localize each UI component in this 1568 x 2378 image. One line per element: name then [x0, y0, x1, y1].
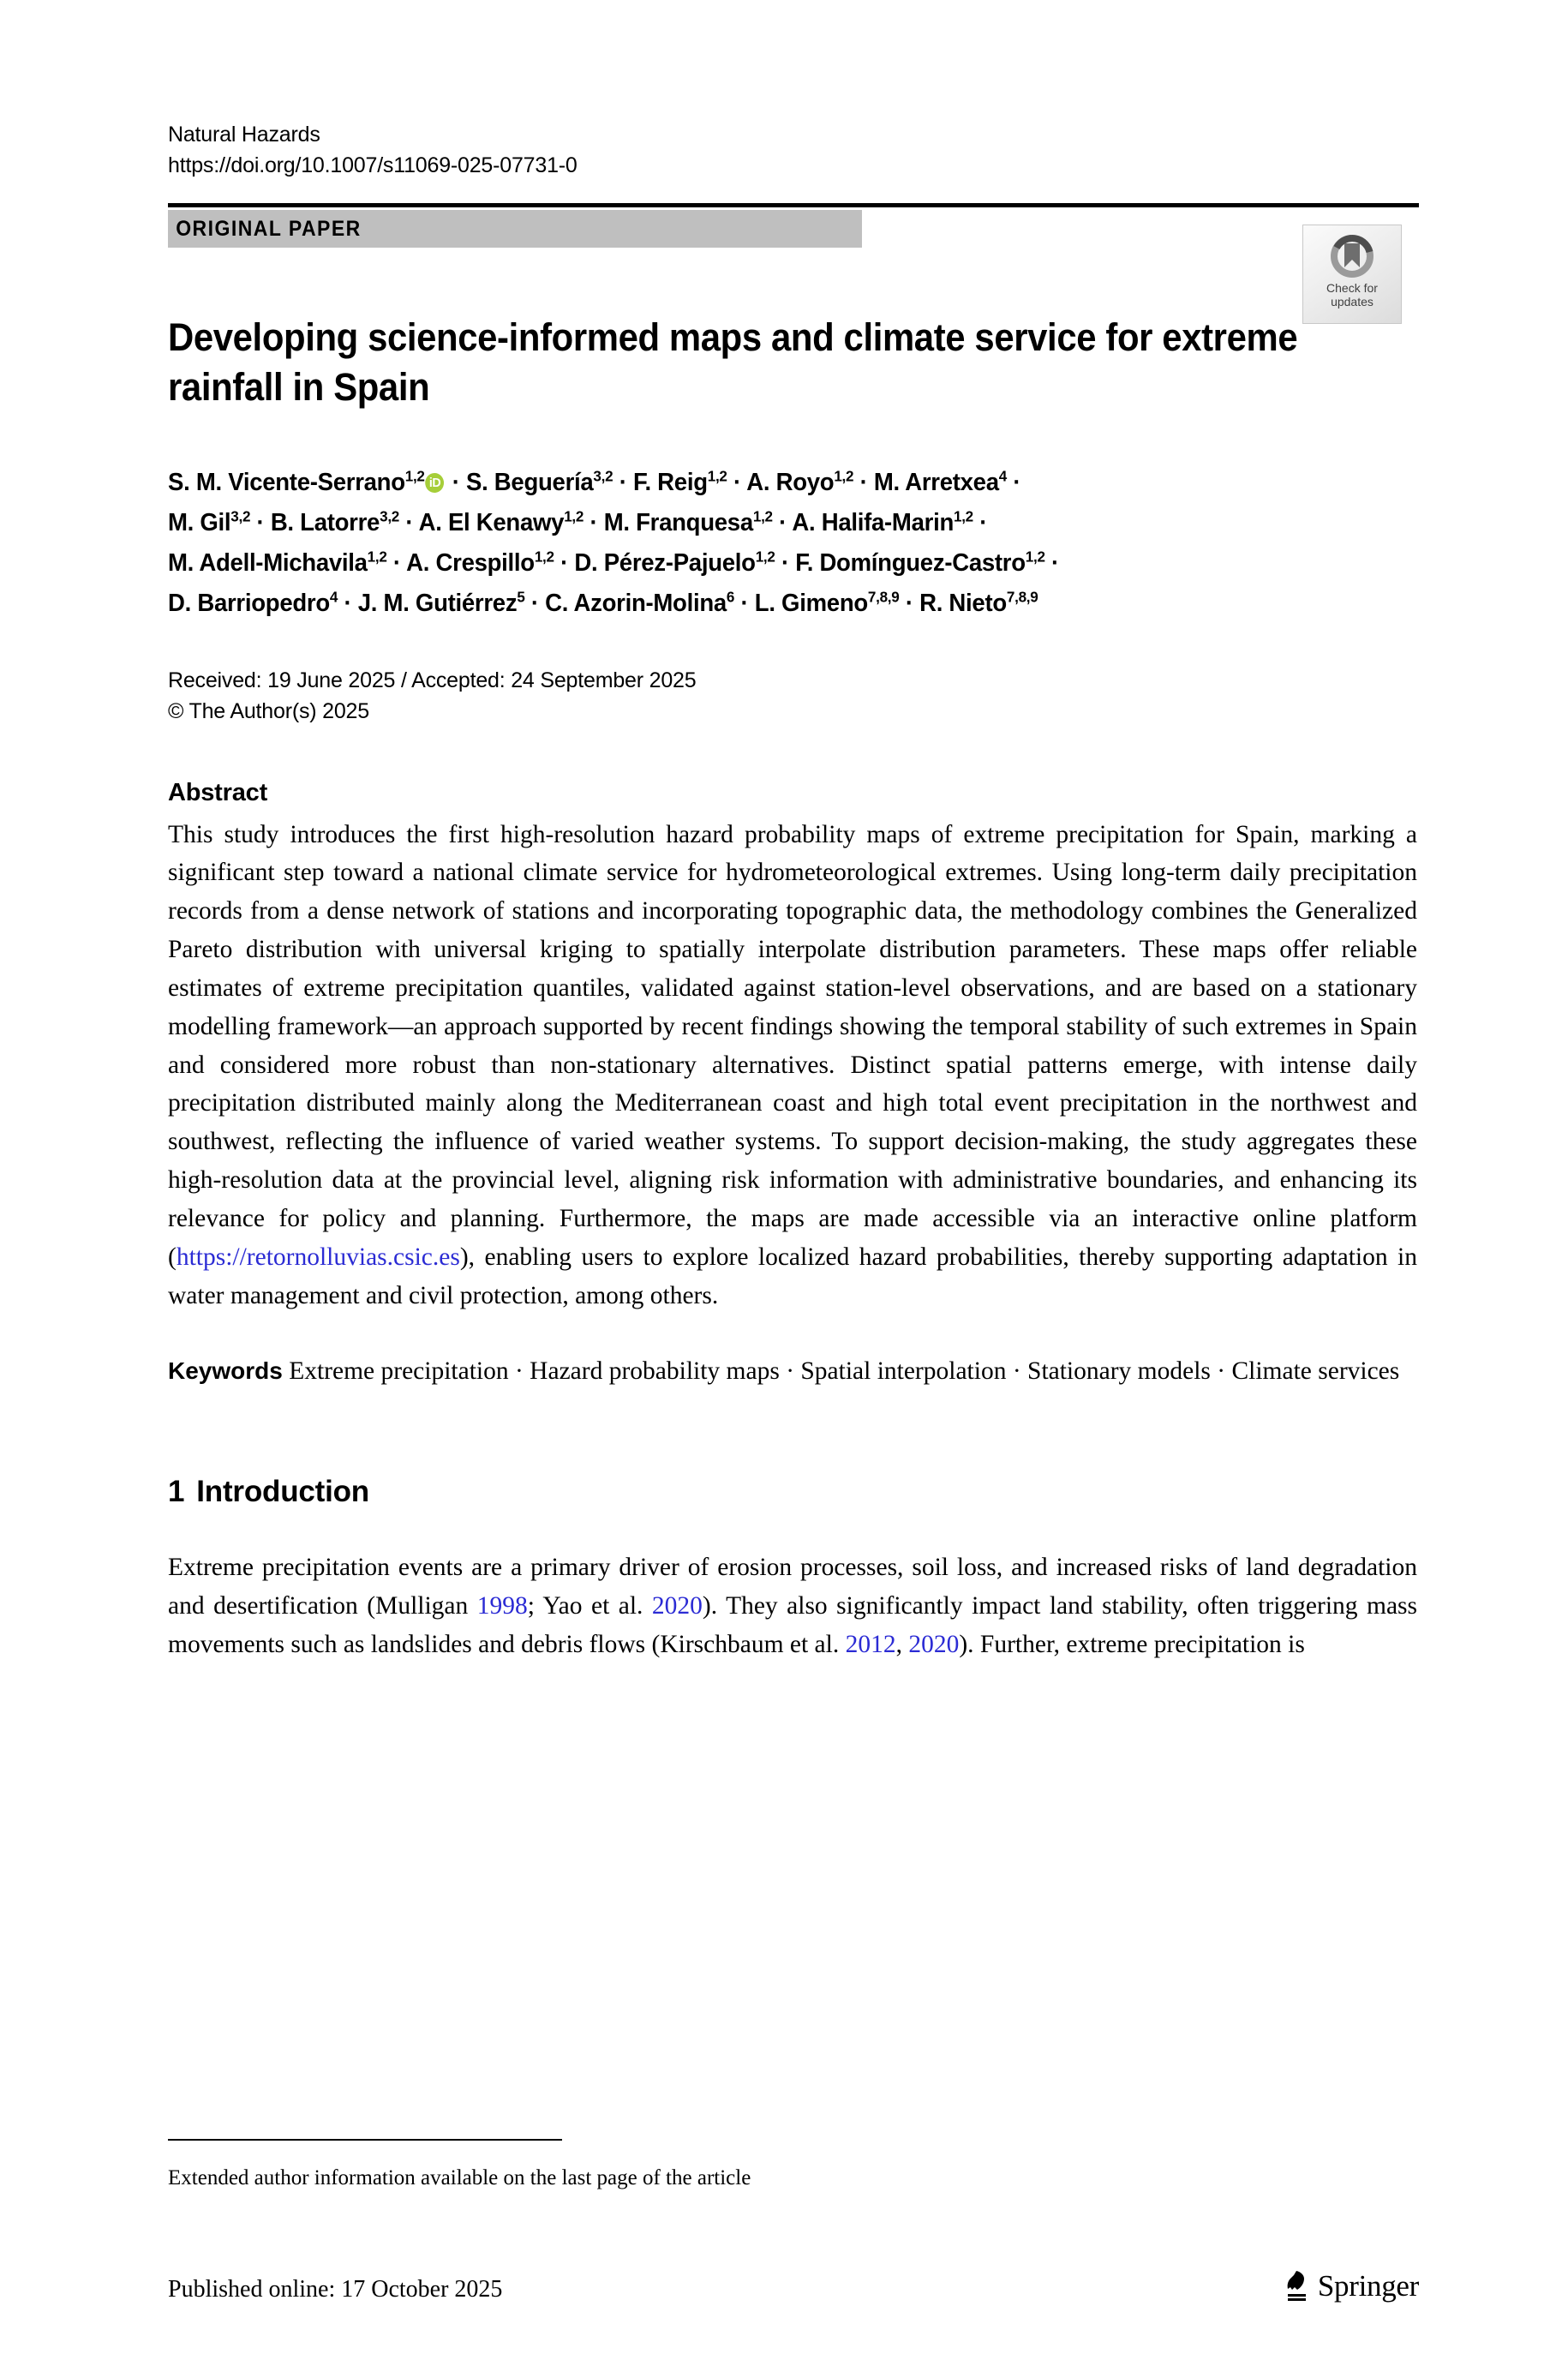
crossmark-line-2: updates	[1331, 294, 1373, 308]
body-text: ). They also significantly impact land stability, often triggering mass movements such as landslides and debris flows (Kirschbaum et al.	[168, 1591, 1418, 1658]
author-line-2	[168, 503, 1414, 543]
author-line-1	[168, 463, 1414, 503]
author-name: D. Barriopedro	[168, 590, 330, 618]
author-line-4	[168, 584, 1414, 624]
author-name: S. Beguería	[465, 469, 594, 497]
author-separator: ·	[554, 549, 575, 578]
keyword-separator: ·	[1012, 1357, 1021, 1386]
author-separator: ·	[853, 469, 874, 497]
author-name: S. M. Vicente-Serrano	[168, 469, 405, 497]
check-for-updates-badge[interactable]	[1302, 225, 1402, 324]
body-text: ; Yao et al.	[527, 1591, 652, 1620]
citation-link[interactable]: 2012	[845, 1630, 896, 1658]
author-affiliation-marker: 3,2	[380, 507, 399, 525]
publisher-name: Springer	[1317, 2269, 1419, 2303]
paper-type-band	[168, 210, 862, 248]
author-name: A. Royo	[746, 469, 835, 497]
page-content	[168, 0, 1419, 1689]
author-separator: ·	[524, 590, 546, 618]
keyword-item: Extreme precipitation	[289, 1357, 509, 1386]
author-affiliation-marker: 3,2	[230, 507, 251, 525]
author-name: A. El Kenawy	[418, 509, 565, 537]
author-separator: ·	[1044, 549, 1059, 578]
keyword-item: Spatial interpolation	[800, 1357, 1007, 1386]
author-name: M. Gil	[168, 509, 231, 537]
author-name: J. M. Gutiérrez	[357, 590, 518, 618]
citation-link[interactable]: 1998	[476, 1591, 528, 1620]
author-separator: ·	[772, 509, 793, 537]
paper-type-label: ORIGINAL PAPER	[176, 216, 362, 241]
author-name: L. Gimeno	[754, 590, 868, 618]
section-heading-introduction	[168, 1475, 1419, 1509]
journal-name: Natural Hazards	[168, 123, 320, 147]
journal-header	[168, 120, 1419, 181]
author-affiliation-marker: 5	[517, 588, 525, 606]
author-separator: ·	[775, 549, 796, 578]
publisher-logo	[1285, 2269, 1419, 2303]
author-name: F. Reig	[632, 469, 708, 497]
abstract-text-part-1: This study introduces the first high-resolution hazard probability maps of extreme precipitation for Spain, marking a significant step toward a national climate service for hydrometeorological extremes. Using long-term daily precipitation records from a dense network of stations and incorporating topographic data, the methodology combines the Generalized Pareto distribution with universal kriging to spatially interpolate distribution parameters. These maps offer reliable estimates of extreme precipitation quantiles, validated against station-level observations, and are based on a stationary modelling framework—an approach supported by recent findings showing the temporal stability of such extremes in Spain and considered more robust than non-stationary alternatives. Distinct spatial patterns emerge, with intense daily precipitation distributed mainly along the Mediterranean coast and high total event precipitation in the northwest and southwest, reflecting the influence of varied weather systems. To support decision-making, the study aggregates these high-resolution data at the provincial level, aligning risk information with administrative boundaries, and enhancing its relevance for policy and planning. Furthermore, the maps are made accessible via an interactive online platform (	[168, 820, 1417, 1271]
author-separator: ·	[338, 590, 358, 618]
author-name: F. Domínguez-Castro	[795, 549, 1026, 578]
author-separator: ·	[727, 469, 747, 497]
journal-doi[interactable]: https://doi.org/10.1007/s11069-025-07731-0	[168, 153, 578, 177]
author-affiliation-marker: 4	[998, 467, 1007, 485]
author-name: R. Nieto	[919, 590, 1007, 618]
body-text: ,	[895, 1630, 909, 1658]
springer-knight-icon	[1285, 2269, 1309, 2303]
abstract-heading: Abstract	[168, 778, 268, 806]
keyword-separator: ·	[786, 1357, 795, 1386]
keyword-separator: ·	[514, 1357, 524, 1386]
author-name: M. Franquesa	[603, 509, 753, 537]
author-separator: ·	[613, 469, 633, 497]
author-separator: ·	[584, 509, 604, 537]
abstract-body	[168, 816, 1417, 1315]
keyword-item: Climate services	[1231, 1357, 1400, 1386]
received-accepted-date: Received: 19 June 2025 / Accepted: 24 September 2025	[168, 668, 697, 693]
author-separator: ·	[1006, 469, 1021, 497]
author-line-3	[168, 543, 1414, 584]
author-name: D. Pérez-Pajuelo	[574, 549, 756, 578]
author-name: B. Latorre	[270, 509, 380, 537]
check-for-updates-label	[1326, 282, 1378, 308]
author-affiliation-marker: 1,2	[534, 548, 554, 566]
author-name: A. Crespillo	[406, 549, 535, 578]
citation-link[interactable]: 2020	[651, 1591, 703, 1620]
author-affiliation-marker: 1,2	[707, 467, 727, 485]
body-text: Extreme precipitation events are a primary driver of erosion processes, soil loss, and increased risks of land degradation and desertification (Mulligan	[168, 1554, 1417, 1620]
author-list	[168, 463, 1414, 624]
crossmark-bookmark-icon	[1329, 233, 1375, 279]
author-separator: ·	[398, 509, 419, 537]
author-affiliation-marker: 1,2	[564, 507, 584, 525]
published-online-date: Published online: 17 October 2025	[168, 2276, 503, 2303]
author-affiliation-marker: 1,2	[752, 507, 773, 525]
author-name: C. Azorin-Molina	[545, 590, 727, 618]
author-affiliation-marker: 1,2	[367, 548, 387, 566]
publication-dates	[168, 665, 1419, 728]
author-affiliation-marker: 7,8,9	[1006, 588, 1038, 606]
keywords	[168, 1352, 1417, 1391]
author-separator: ·	[386, 549, 407, 578]
page-title: Developing science-informed maps and climate service for extreme rainfall in Spain	[168, 315, 1298, 409]
copyright-line: © The Author(s) 2025	[168, 699, 369, 724]
section-title: Introduction	[196, 1475, 369, 1509]
author-separator: ·	[973, 509, 988, 537]
author-affiliation-marker: 1,2	[1025, 548, 1045, 566]
author-name: M. Arretxea	[873, 469, 999, 497]
page-footer	[168, 2269, 1419, 2303]
section-number: 1	[168, 1475, 185, 1509]
platform-link[interactable]: https://retornolluvias.csic.es	[176, 1243, 460, 1271]
author-affiliation-marker: 3,2	[593, 467, 613, 485]
author-affiliation-marker: 1,2	[834, 467, 854, 485]
keyword-separator: ·	[1217, 1357, 1226, 1386]
author-separator: ·	[250, 509, 271, 537]
keyword-item: Hazard probability maps	[530, 1357, 780, 1386]
author-affiliation-marker: 1,2	[953, 507, 973, 525]
author-name: M. Adell-Michavila	[168, 549, 368, 578]
citation-link[interactable]: 2020	[908, 1630, 960, 1658]
author-separator: ·	[734, 590, 755, 618]
author-affiliation-marker: 1,2	[755, 548, 775, 566]
author-affiliation-marker: 7,8,9	[867, 588, 900, 606]
author-affiliation-marker: 6	[726, 588, 735, 606]
orcid-icon[interactable]: iD	[426, 473, 445, 493]
header-divider	[168, 203, 1419, 207]
author-name: A. Halifa-Marin	[792, 509, 954, 537]
author-separator: ·	[899, 590, 920, 618]
abstract-text-part-2: ), enabling users to explore localized hazard probabilities, thereby supporting adaptation in water management and civil protection, among others.	[168, 1243, 1417, 1309]
author-separator: ·	[446, 469, 466, 497]
keyword-item: Stationary models	[1027, 1357, 1211, 1386]
crossmark-line-1: Check for	[1326, 281, 1378, 295]
author-affiliation-marker: 1,2	[404, 467, 425, 485]
keywords-label: Keywords	[168, 1357, 283, 1385]
footnote-text: Extended author information available on the last page of the article	[168, 2166, 751, 2189]
author-affiliation-marker: 4	[329, 588, 338, 606]
introduction-paragraph	[168, 1548, 1417, 1663]
footnote-divider	[168, 2139, 562, 2141]
body-text: ). Further, extreme precipitation is	[959, 1630, 1305, 1658]
